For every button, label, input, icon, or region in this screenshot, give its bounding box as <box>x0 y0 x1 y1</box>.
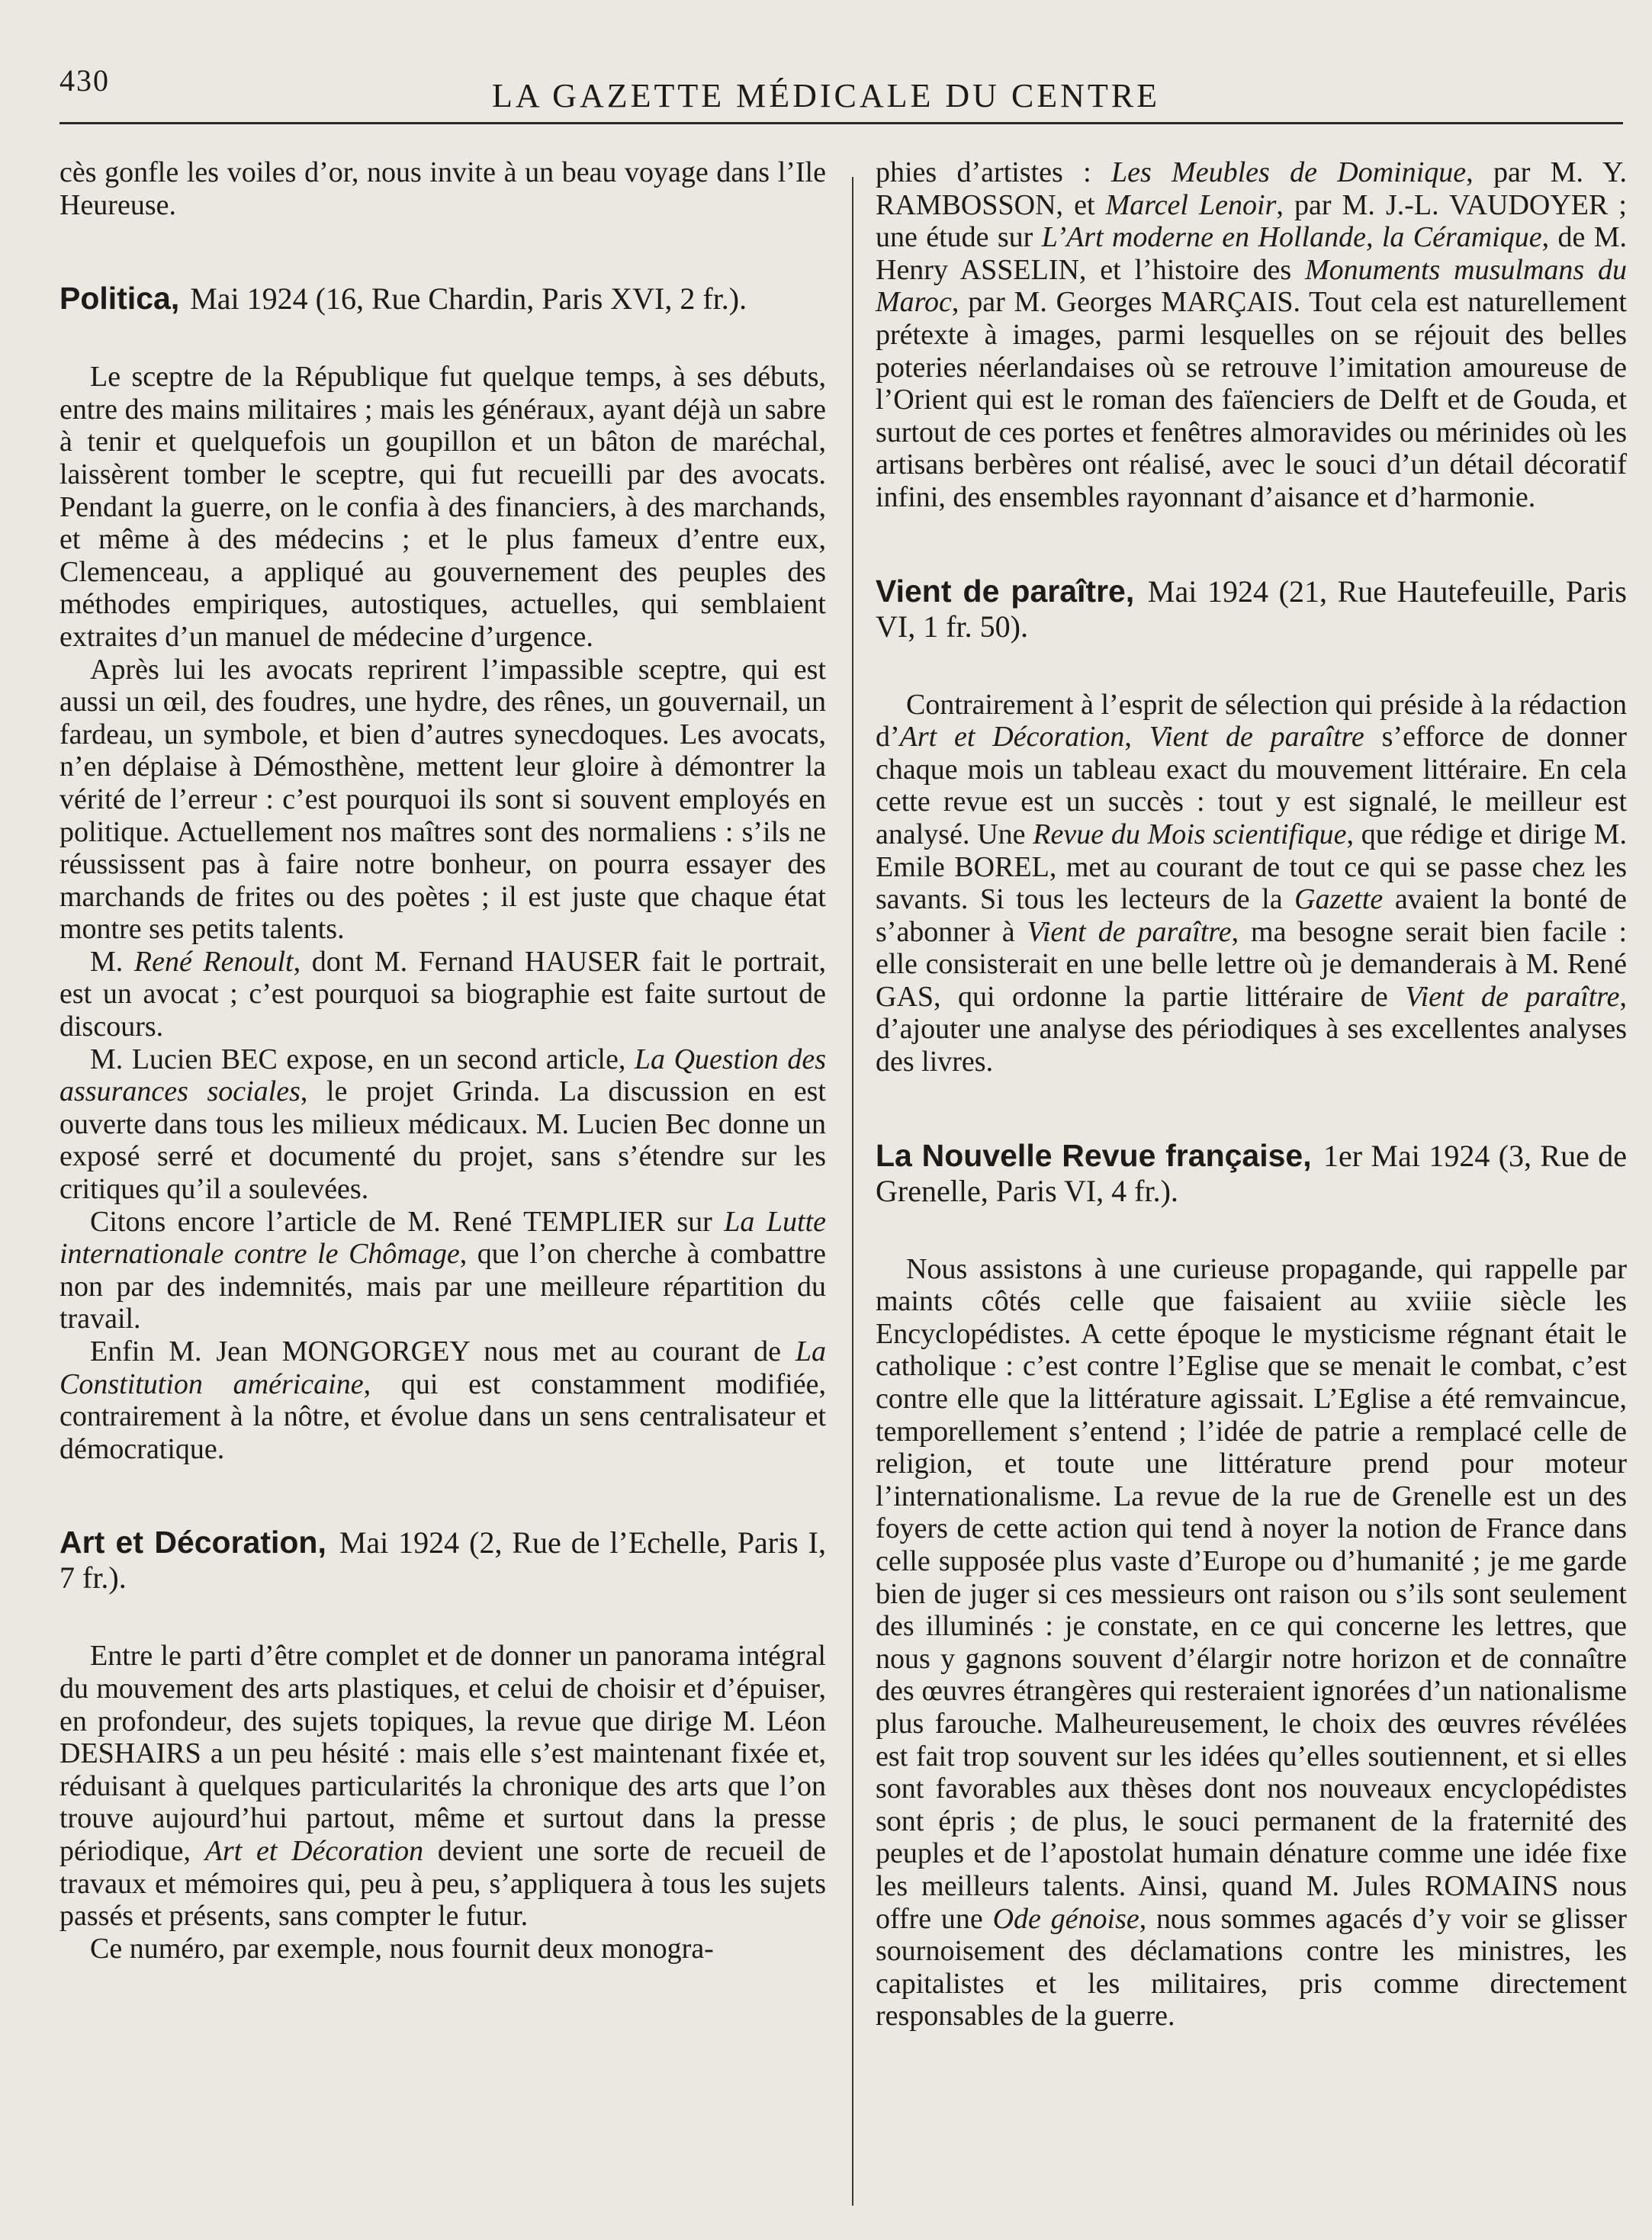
journal-title: Vient de paraître <box>1405 980 1620 1013</box>
section-heading-nouvelle-revue-francaise <box>876 1138 1627 1209</box>
paragraph: Ce numéro, par exemple, nous fournit deux monogra- <box>90 1932 714 1965</box>
heading-meta: Mai 1924 (2, Rue de l’Echelle, Paris I, 7 fr.). <box>59 1525 826 1596</box>
heading-title: Art et Décoration, <box>59 1525 326 1560</box>
paragraph: Enfin M. Jean MONGORGEY nous met au courant de La Constitution américaine, qui est constamment modifiée, contrairement à la nôtre, et évolue dans un sens centralisateur et démocratique. <box>59 1335 826 1465</box>
paragraph: M. Lucien BEC expose, en un second article, La Question des assurances sociales, le projet Grinda. La discussion en est ouverte dans tous les milieux médicaux. M. Lucien Bec donne un exposé serré et documenté du projet, sans s’étendre sur les critiques qu’il a soulevées. <box>59 1043 826 1206</box>
article-title: La Constitution américaine <box>59 1335 826 1400</box>
article-title: Monuments musulmans du Maroc <box>876 253 1627 319</box>
heading-meta: Mai 1924 (16, Rue Chardin, Paris XVI, 2 fr.). <box>190 281 747 317</box>
paragraph: Après lui les avocats reprirent l’impassible sceptre, qui est aussi un œil, des foudres, une hydre, des rênes, un gouvernail, un fardeau, un symbole, et bien d’autres synecdoques. Les avocats, n’en déplaise à Démosthène, mettent leur gloire à démontrer la vérité de l’erreur : c’est pourquoi ils sont si souvent employés en politique. Actuellement nos maîtres sont des normaliens : s’ils ne réussissent pas à faire notre bonheur, on pourra essayer des marchands de frites ou des poètes ; il est juste que chaque état montre ses petits talents. <box>59 653 826 946</box>
journal-title: Gazette <box>1294 883 1384 916</box>
heading-title: La Nouvelle Revue française, <box>876 1137 1312 1173</box>
article-title: La Question des assurances sociales <box>59 1043 826 1108</box>
paragraph: phies d’artistes : Les Meubles de Dominique, par M. Y. RAMBOSSON, et Marcel Lenoir, par M. J.-L. VAUDOYER ; une étude sur L’Art moderne en Hollande, la Céramique, de M. Henry ASSELIN, et l’histoire des Monuments musulmans du Maroc, par M. Georges MARÇAIS. Tout cela est naturellement prétexte à images, parmi lesquelles on se réjouit des belles poteries néerlandaises où se retrouve l’imitation amoureuse de l’Orient qui est le roman des faïenciers de Delft et de Gouda, et surtout de ces portes et fenêtres almoravides ou mérinides où les artisans berbères ont réalisé, avec le souci d’un détail décoratif infini, des ensembles rayonnant d’aisance et d’harmonie. <box>876 156 1627 513</box>
journal-title: Art et Décoration <box>899 721 1125 754</box>
article-title: Marcel Lenoir <box>1105 188 1277 221</box>
journal-title: Revue du Mois scientifique <box>1033 818 1347 850</box>
heading-title: Politica, <box>59 281 180 317</box>
paragraph: Contrairement à l’esprit de sélection qui préside à la rédaction d’Art et Décoration, Vient de paraître s’efforce de donner chaque mois un tableau exact du mouvement littéraire. En cela cette revue est un succès : tout y est signalé, le meilleur est analysé. Une Revue du Mois scientifique, que rédige et dirige M. Emile BOREL, met au courant de tout ce qui se passe chez les savants. Si tous les lecteurs de la Gazette avaient la bonté de s’abonner à Vient de paraître, ma besogne serait bien facile : elle consisterait en une belle lettre où je demanderais à M. René GAS, qui ordonne la partie littéraire de Vient de paraître, d’ajouter une analyse des périodiques à ses excellentes analyses des livres. <box>876 688 1628 1078</box>
paragraph: Nous assistons à une curieuse propagande, qui rappelle par maints côtés celle que faisaient au xviiie siècle les Encyclopédistes. A cette époque le mysticisme régnant était le catholique : c’est contre l’Eglise que se menait le combat, c’est contre elle que la littérature agissait. L’Eglise a été remvaincue, temporellement s’entend ; l’idée de patrie a remplacé celle de religion, et toute une littérature prend pour moteur l’internationalisme. La revue de la rue de Grenelle est un des foyers de cette action qui tend à noyer la notion de France dans celle supposée plus vaste d’Europe ou d’humanité ; je me garde bien de juger si ces messieurs ont raison ou s’ils sont seulement des illuminés : je constate, en ce qui concerne les lettres, que nous y gagnons souvent d’élargir notre horizon et de connaître des œuvres étrangères qui resteraient ignorées d’un nationalisme plus farouche. Malheureusement, le choix des œuvres révélées est fait trop souvent sur les idées qu’elles soutiennent, et si elles sont favorables aux thèses dont nos nouveaux encyclopédistes sont épris ; de plus, le souci permanent de la fraternité des peuples et de l’apostolat humain dénature comme une idée fixe les meilleurs talents. Ainsi, quand M. Jules ROMAINS nous offre une Ode génoise, nous sommes agacés d’y voir se glisser sournoisement des déclamations contre les ministres, les capitalistes et les militaires, pris comme directement responsables de la guerre. <box>876 1252 1627 2033</box>
journal-title: Vient de paraître <box>1027 915 1232 948</box>
paragraph: M. René Renoult, dont M. Fernand HAUSER fait le portrait, est un avocat ; c’est pourquoi sa biographie est faite surtout de discours. <box>59 945 826 1043</box>
person-name: René Renoult <box>133 945 294 978</box>
right-column <box>876 156 1627 2033</box>
poem-title: Ode génoise <box>992 1902 1139 1935</box>
heading-meta: 1er Mai 1924 (3, Rue de Grenelle, Paris VI, 4 fr.). <box>876 1138 1628 1208</box>
heading-title: Vient de paraître, <box>876 573 1135 609</box>
section-heading-art-et-decoration <box>59 1525 826 1596</box>
paragraph: Le sceptre de la République fut quelque temps, à ses débuts, entre des mains militaires ; mais les généraux, ayant déjà un sabre à tenir et quelquefois un goupillon et un bâton de maréchal, laissèrent tomber le sceptre, qui fut recueilli par des avocats. Pendant la guerre, on le confia à des financiers, à des marchands, et même à des médecins ; et le plus fameux d’entre eux, Clemenceau, a appliqué au gouvernement des peuples des méthodes empiriques, autostiques, actuelles, qui semblaient extraites d’un manuel de médecine d’urgence. <box>59 361 826 653</box>
paragraph: Citons encore l’article de M. René TEMPLIER sur La Lutte internationale contre le Chômage, que l’on cherche à combattre non par des indemnités, mais par une meilleure répartition du travail. <box>59 1205 826 1335</box>
article-title: La Lutte internationale contre le Chômage <box>59 1205 826 1271</box>
running-title: LA GAZETTE MÉDICALE DU CENTRE <box>491 77 1161 114</box>
article-title: Les Meubles de Dominique <box>1110 156 1467 188</box>
header-rule <box>59 122 1623 124</box>
column-divider <box>852 177 853 2206</box>
left-column <box>59 156 826 1965</box>
paragraph: Entre le parti d’être complet et de donner un panorama intégral du mouvement des arts plastiques, et celui de choisir et d’épuiser, en profondeur, des sujets topiques, la revue que dirige M. Léon DESHAIRS a un peu hésité : mais elle s’est maintenant fixée et, réduisant à quelques particularités la chronique des arts que l’on trouve aujourd’hui partout, même et surtout dans la presse périodique, Art et Décoration devient une sorte de recueil de travaux et mémoires qui, peu à peu, s’appliquera à tous les sujets passés et présents, sans compter le futur. <box>59 1640 826 1933</box>
article-title: L’Art moderne en Hollande, la Céramique <box>1041 221 1542 254</box>
journal-title: Vient de paraître <box>1149 721 1364 754</box>
page-number: 430 <box>59 63 110 98</box>
section-heading-politica <box>59 281 826 317</box>
journal-title: Art et Décoration <box>204 1834 424 1867</box>
heading-meta: Mai 1924 (21, Rue Hautefeuille, Paris VI, 1 fr. 50). <box>876 574 1627 644</box>
intro-paragraph: cès gonfle les voiles d’or, nous invite à un beau voyage dans l’Ile Heureuse. <box>59 156 826 221</box>
section-heading-vient-de-paraitre <box>876 574 1627 644</box>
